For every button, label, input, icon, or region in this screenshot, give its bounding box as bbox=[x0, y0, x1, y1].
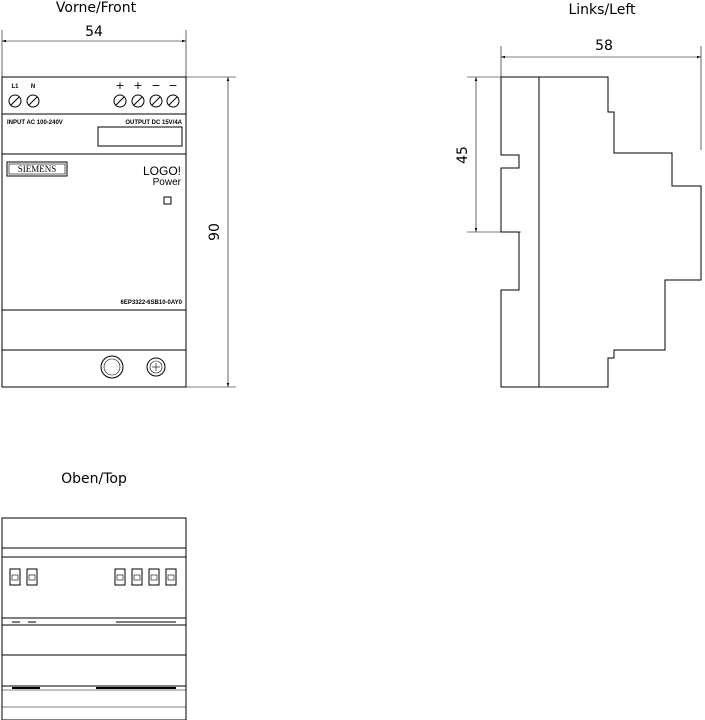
potentiometer-window bbox=[98, 127, 182, 146]
left-width-value: 58 bbox=[595, 38, 613, 54]
terminal-slot-icon bbox=[132, 569, 142, 585]
front-width-value: 54 bbox=[85, 24, 103, 40]
terminal-label-minus-2: − bbox=[168, 79, 178, 92]
terminal-label-plus-2: + bbox=[133, 79, 143, 92]
terminal-label-n: N bbox=[30, 84, 36, 90]
terminal-screws bbox=[9, 95, 179, 107]
left-view-title: Links/Left bbox=[568, 2, 636, 18]
left-side-profile bbox=[501, 77, 701, 387]
screw-icon bbox=[150, 95, 162, 107]
top-view-title: Oben/Top bbox=[61, 471, 127, 487]
terminal-slot-icon bbox=[115, 569, 125, 585]
terminal-slot-icon bbox=[149, 569, 159, 585]
led-indicator bbox=[164, 197, 171, 204]
left-width-dimension bbox=[501, 38, 701, 150]
terminal-label-minus-1: − bbox=[151, 79, 161, 92]
left-view bbox=[455, 2, 701, 387]
left-height-value: 45 bbox=[455, 146, 471, 164]
screw-icon bbox=[132, 95, 144, 107]
brand-name: SIEMENS bbox=[17, 164, 57, 174]
output-label: OUTPUT DC 15V/4A bbox=[125, 120, 182, 126]
input-label: INPUT AC 100-240V bbox=[7, 120, 63, 126]
front-height-dimension bbox=[186, 77, 236, 387]
terminal-label-l1: L1 bbox=[11, 84, 19, 90]
terminal-openings bbox=[10, 569, 176, 585]
screw-icon bbox=[9, 95, 21, 107]
top-view bbox=[2, 471, 186, 720]
screw-icon bbox=[114, 95, 126, 107]
part-number: 6EP3322-6SB10-0AY0 bbox=[120, 300, 182, 306]
terminal-slot-icon bbox=[27, 569, 37, 585]
screw-icon bbox=[27, 95, 39, 107]
product-name: LOGO! bbox=[142, 164, 181, 178]
screw-icon bbox=[167, 95, 179, 107]
terminal-slot-icon bbox=[166, 569, 176, 585]
front-height-value: 90 bbox=[207, 223, 223, 241]
terminal-slot-icon bbox=[10, 569, 20, 585]
front-view bbox=[2, 0, 236, 387]
front-view-title: Vorne/Front bbox=[55, 0, 137, 16]
front-width-dimension bbox=[2, 24, 186, 80]
ground-screw-icon bbox=[147, 358, 165, 376]
product-subtitle: Power bbox=[152, 177, 181, 188]
round-button-icon bbox=[101, 356, 123, 378]
terminal-label-plus-1: + bbox=[115, 79, 125, 92]
